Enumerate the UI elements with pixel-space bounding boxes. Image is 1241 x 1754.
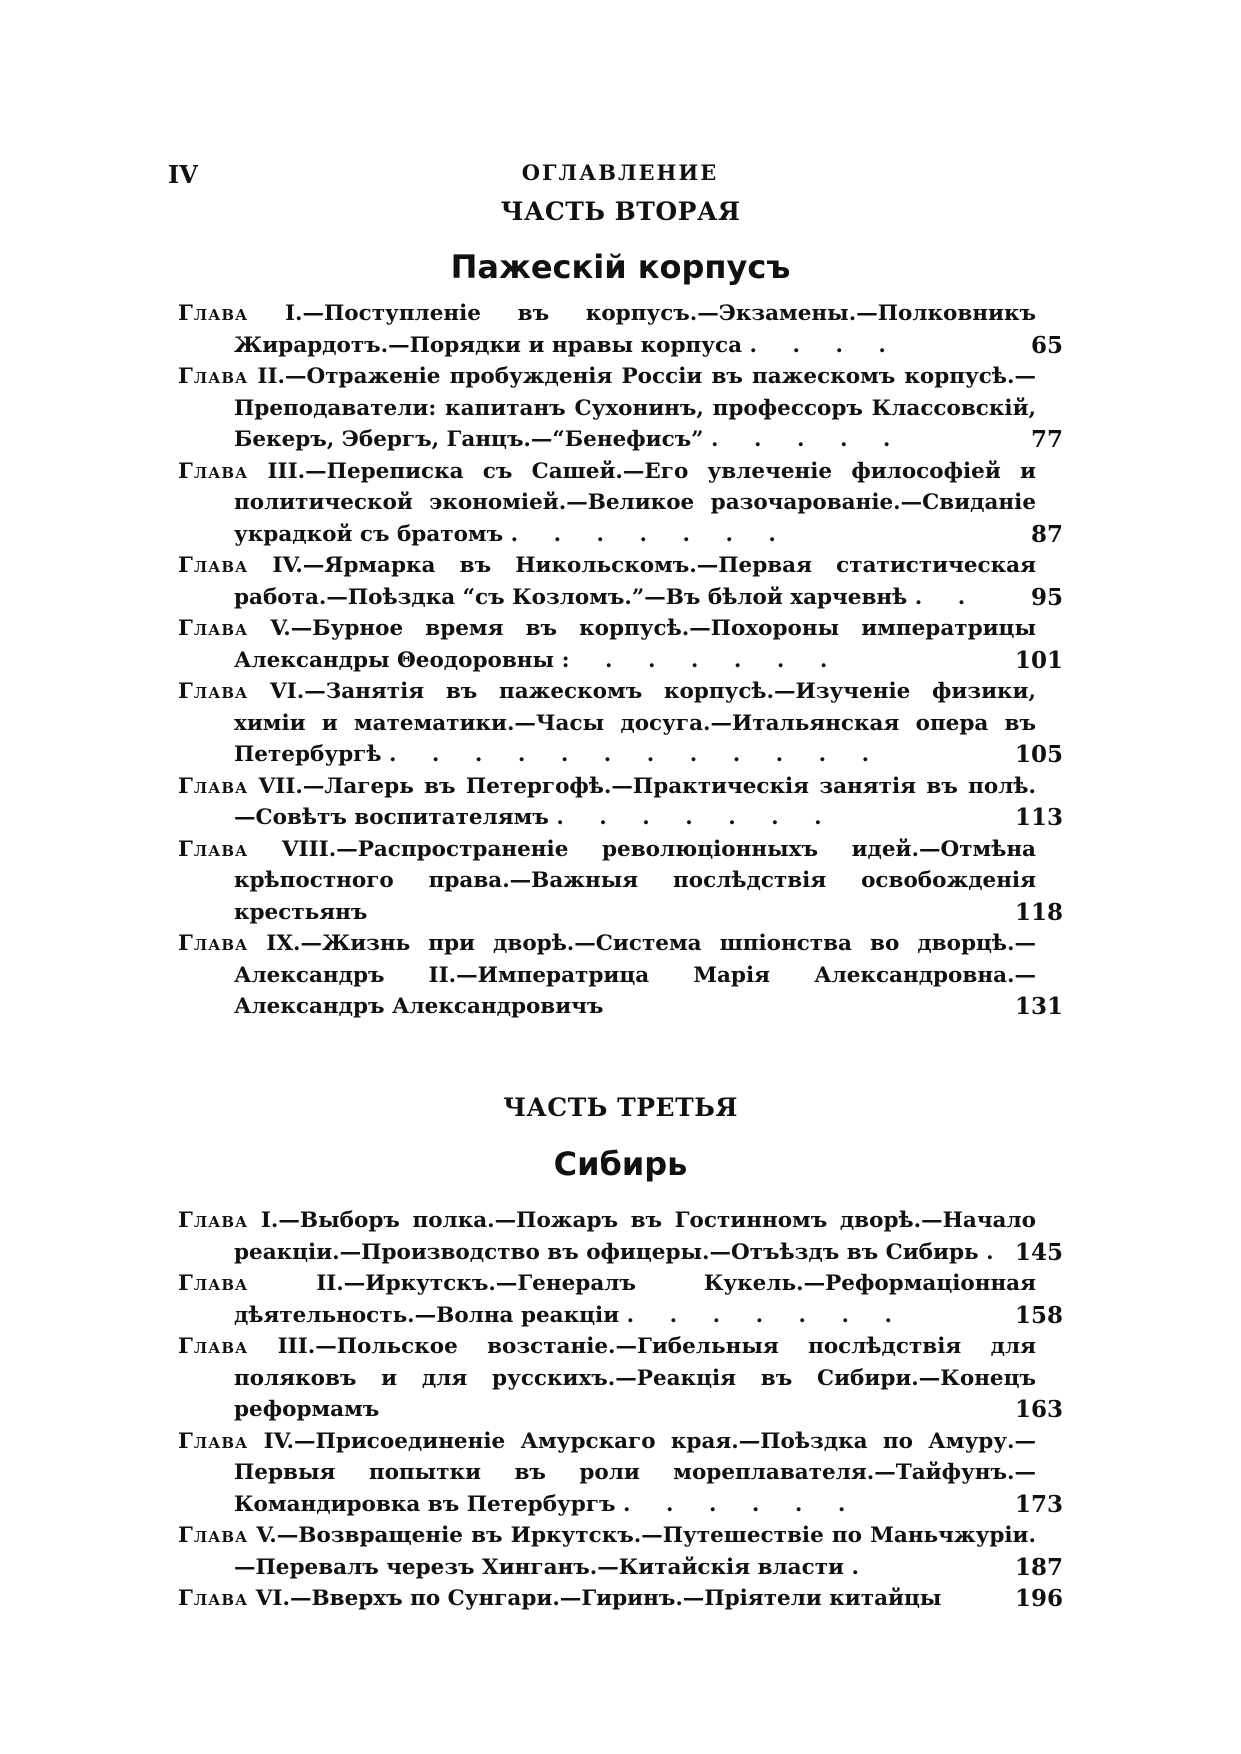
chapter-text: VI.—Вверхъ по Сунгари.—Гиринъ.—Пріятели китайцы (255, 1586, 942, 1611)
chapter-text: III.—Польское возстаніе.—Гибельныя послѣдствія для поляковъ и для русскихъ.—Реакція въ Сибири.—Конецъ реформамъ (234, 1334, 1036, 1422)
running-title: ОГЛАВЛЕНИЕ (521, 160, 719, 185)
page-ref: 87 (1030, 520, 1063, 548)
chapter-label: Глава (178, 836, 249, 862)
chapter-label: Глава (178, 1334, 249, 1359)
chapter-text: VIII.—Распространеніе революціонныхъ идей.—Отмѣна крѣпостного права.—Важныя послѣдствія освобожденія крестьянъ (234, 836, 1036, 925)
chapter-label: Глава (178, 1586, 249, 1611)
toc-entry (178, 1426, 1063, 1521)
page-ref: 163 (1014, 1396, 1063, 1423)
chapter-text: II.—Отраженіе пробужденія Россіи въ пажескомъ корпусѣ.—Преподаватели: капитанъ Сухонинъ, профессоръ Классовскій, Бекеръ, Эбергъ, Ганцъ.—“Бенефисъ” (234, 364, 1036, 452)
chapter-label: Глава (178, 1523, 249, 1548)
chapter-label: Глава (178, 1208, 249, 1233)
chapter-label: Глава (178, 773, 249, 799)
chapter-text: II.—Иркутскъ.—Генералъ Кукель.—Реформаціонная дѣятельность.—Волна реакціи (234, 1271, 1036, 1328)
chapter-text: IV.—Ярмарка въ Никольскомъ.—Первая статистическая работа.—Поѣздка “съ Козломъ.”—Въ бѣлой харчевнѣ (234, 553, 1036, 610)
toc-entry (178, 1520, 1063, 1583)
chapter-label: Глава (178, 458, 249, 484)
leader-dots: . . . . . . . (510, 521, 790, 547)
toc-entry (178, 613, 1063, 676)
page-ref: 65 (1030, 331, 1063, 359)
toc-entry (178, 676, 1063, 771)
page-ref: 187 (1014, 1553, 1063, 1581)
page-ref: 158 (1014, 1301, 1063, 1329)
part-title: Сибирь (553, 1145, 688, 1183)
page-ref: 196 (1014, 1585, 1063, 1612)
chapter-label: Глава (178, 301, 249, 326)
page-ref: 95 (1030, 583, 1063, 611)
chapter-label: Глава (178, 1428, 249, 1454)
leader-dots: . . . . . (711, 427, 905, 452)
chapter-text: I.—Выборъ полка.—Пожаръ въ Гостинномъ дворѣ.—Начало реакціи.—Производство въ офицеры.—Отъѣздъ въ Сибирь (234, 1208, 1036, 1265)
toc-entry (178, 361, 1063, 456)
page-ref: 101 (1014, 646, 1063, 674)
toc-entry (178, 298, 1063, 361)
toc-entry (178, 834, 1063, 929)
leader-dots: . . . . (749, 332, 900, 358)
chapter-text: V.—Возвращеніе въ Иркутскъ.—Путешествіе по Маньчжуріи.—Перевалъ черезъ Хинганъ.—Китайскія власти (234, 1523, 1036, 1580)
toc-entry (178, 1331, 1063, 1426)
leader-dots: . . . . . . . . . . . . (388, 742, 884, 767)
chapter-label: Глава (178, 616, 249, 641)
chapter-label: Глава (178, 679, 249, 704)
toc-entry (178, 550, 1063, 613)
page-ref: 105 (1014, 741, 1063, 768)
chapter-text: III.—Переписка съ Сашей.—Его увлеченіе философіей и политической экономіей.—Великое разочарованіе.—Свиданіе украдкой съ братомъ (234, 458, 1036, 547)
part-title: Пажескій корпусъ (450, 248, 791, 286)
page-ref: 173 (1014, 1490, 1063, 1518)
leader-dots: . . . . . . . (626, 1302, 906, 1328)
toc-entry (178, 928, 1063, 1023)
toc-entry (178, 1268, 1063, 1331)
leader-dots: . (986, 1239, 1008, 1265)
chapter-text: VI.—Занятія въ пажескомъ корпусѣ.—Изученіе физики, химіи и математики.—Часы досуга.—Итальянская опера въ Петербургѣ (234, 679, 1036, 767)
leader-dots: . . . . . . . (556, 805, 836, 830)
chapter-label: Глава (178, 931, 249, 956)
chapter-label: Глава (178, 364, 249, 389)
chapter-text: IX.—Жизнь при дворѣ.—Система шпіонства во дворцѣ.—Александръ II.—Императрица Марія Александровна.—Александръ Александровичъ (234, 931, 1036, 1019)
chapter-label: Глава (178, 1271, 249, 1296)
chapter-label: Глава (178, 553, 249, 578)
toc-entry (178, 1583, 1063, 1615)
toc-list (178, 298, 1063, 1023)
toc-entry (178, 1205, 1063, 1268)
leader-dots: . . (914, 584, 980, 610)
chapter-text: IV.—Присоединеніе Амурскаго края.—Поѣздка по Амуру.—Первыя попытки въ роли мореплавателя.—Тайфунъ.—Командировка въ Петербургъ (234, 1428, 1036, 1517)
page-ref: 131 (1014, 993, 1063, 1020)
page-ref: 118 (1014, 898, 1063, 926)
leader-dots: . (851, 1554, 873, 1580)
part-label: ЧАСТЬ ВТОРАЯ (500, 197, 741, 226)
toc-list (178, 1205, 1063, 1615)
toc-entry (178, 456, 1063, 551)
leader-dots: . . . . . . (623, 1491, 860, 1517)
page-ref: 145 (1014, 1238, 1063, 1266)
toc-entry (178, 771, 1063, 834)
chapter-text: I.—Поступленіе въ корпусъ.—Экзамены.—Полковникъ Жирардотъ.—Порядки и нравы корпуса (234, 301, 1036, 358)
page-number: IV (168, 160, 198, 189)
page-ref: 113 (1014, 804, 1063, 831)
chapter-text: VII.—Лагерь въ Петергофѣ.—Практическія занятія въ полѣ.—Совѣтъ воспитателямъ (234, 773, 1036, 830)
page-ref: 77 (1030, 426, 1063, 453)
chapter-text: V.—Бурное время въ корпусѣ.—Похороны императрицы Александры Θеодоровны (234, 616, 1036, 673)
leader-dots: : . . . . . . (561, 647, 842, 673)
part-label: ЧАСТЬ ТРЕТЬЯ (503, 1093, 738, 1122)
